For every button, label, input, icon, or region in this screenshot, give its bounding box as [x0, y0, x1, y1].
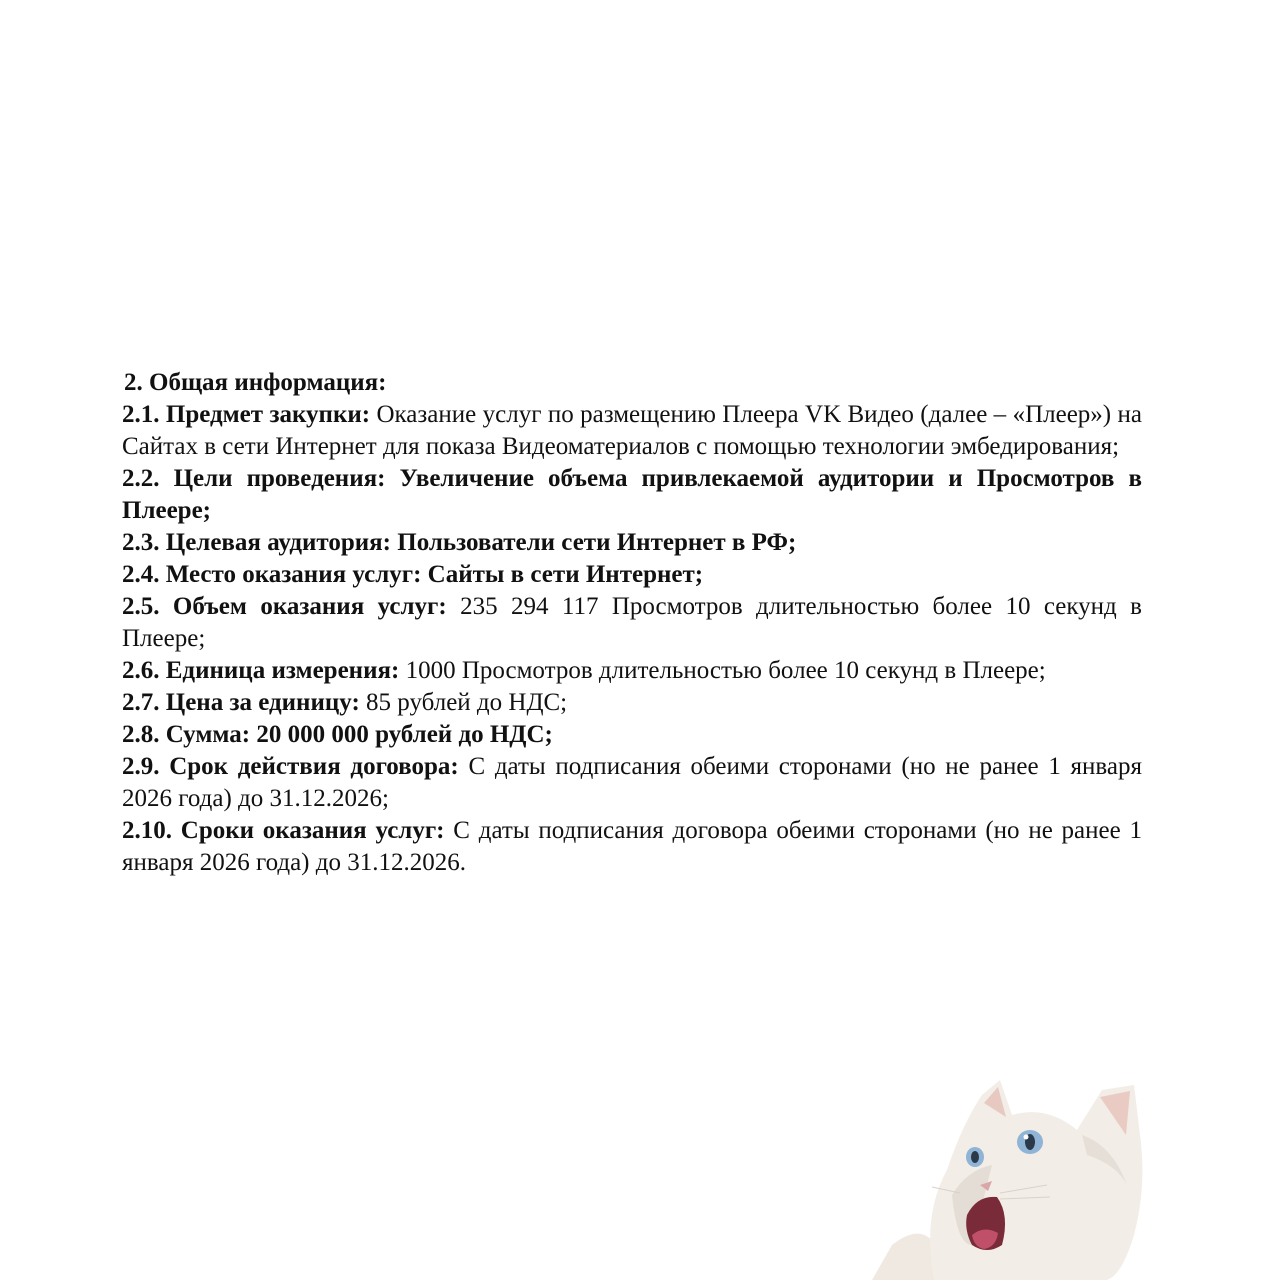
item-2-10 [122, 815, 1142, 879]
item-text: 85 рублей до НДС; [359, 689, 568, 716]
item-label: 2.10. Сроки оказания услуг: [122, 817, 445, 844]
item-text: 235 294 117 Просмотров длительностью более 10 секунд в Плеере; [122, 593, 1142, 652]
general-info-section [122, 367, 1142, 879]
item-2-8 [122, 719, 1142, 751]
item-2-7 [122, 687, 1142, 719]
item-text: С даты подписания обеими сторонами (но не ранее 1 января 2026 года) до 31.12.2026; [122, 753, 1142, 812]
item-2-1 [122, 399, 1142, 463]
item-label: 2.1. Предмет закупки: [122, 401, 371, 428]
item-label: 2.4. Место оказания услуг: Сайты в сети Интернет; [122, 561, 704, 588]
item-label: 2.7. Цена за единицу: [122, 689, 360, 716]
item-2-5 [122, 591, 1142, 655]
item-2-2 [122, 463, 1142, 527]
item-text: 1000 Просмотров длительностью более 10 секунд в Плеере; [399, 657, 1046, 684]
item-label: 2.2. Цели проведения: Увеличение объема привлекаемой аудитории и Просмотров в Плеере; [122, 465, 1142, 524]
item-label: 2.6. Единица измерения: [122, 657, 400, 684]
screaming-cat-icon [872, 1075, 1152, 1280]
item-text: С даты подписания договора обеими сторонами (но не ранее 1 января 2026 года) до 31.12.2026. [122, 817, 1142, 876]
item-label: 2.5. Объем оказания услуг: [122, 593, 447, 620]
item-2-4 [122, 559, 1142, 591]
item-2-6 [122, 655, 1142, 687]
item-2-3 [122, 527, 1142, 559]
item-label: 2.3. Целевая аудитория: Пользователи сети Интернет в РФ; [122, 529, 797, 556]
section-heading: 2. Общая информация: [124, 369, 387, 396]
item-text: Оказание услуг по размещению Плеера VK Видео (далее – «Плеер») на Сайтах в сети Интернет для показа Видеоматериалов с помощью технологии эмбедирования; [122, 401, 1142, 460]
item-2-9 [122, 751, 1142, 815]
item-label: 2.8. Сумма: 20 000 000 рублей до НДС; [122, 721, 553, 748]
item-label: 2.9. Срок действия договора: [122, 753, 459, 780]
